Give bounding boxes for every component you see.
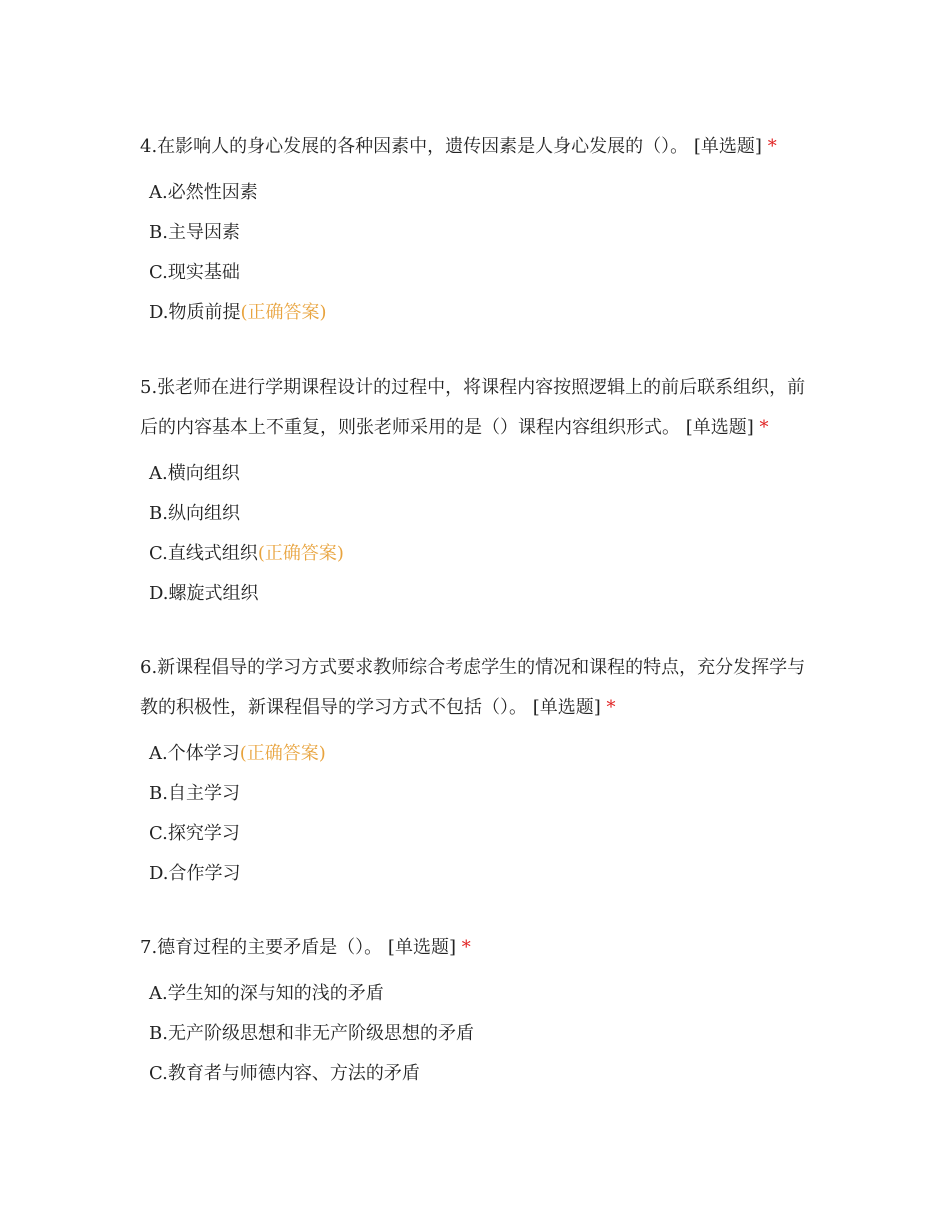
option-text: D.螺旋式组织 (149, 583, 259, 604)
option-list (140, 734, 820, 894)
question-text: 7.德育过程的主要矛盾是（）。 (140, 937, 383, 958)
correct-answer-label: (正确答案) (257, 543, 344, 564)
option-d (149, 854, 820, 894)
option-text: A.必然性因素 (149, 182, 258, 203)
option-text: C.探究学习 (149, 823, 240, 844)
option-a (149, 454, 820, 494)
option-text: C.直线式组织 (149, 543, 258, 564)
option-text: B.自主学习 (149, 783, 240, 804)
question-text: 4.在影响人的身心发展的各种因素中，遗传因素是人身心发展的（）。 (140, 136, 689, 157)
correct-answer-label: (正确答案) (239, 743, 326, 764)
option-b (149, 494, 820, 534)
question-4 (140, 127, 820, 333)
option-b (149, 1014, 820, 1054)
required-mark: * (606, 697, 616, 718)
question-6 (140, 648, 820, 894)
question-5 (140, 368, 820, 614)
option-c (149, 253, 820, 293)
option-c (149, 1054, 820, 1094)
option-b (149, 774, 820, 814)
option-d (149, 293, 820, 333)
option-a (149, 734, 820, 774)
question-stem (140, 648, 820, 728)
option-text: B.主导因素 (149, 222, 240, 243)
question-type-label: [单选题] (532, 697, 601, 718)
option-text: A.个体学习 (149, 743, 240, 764)
option-text: C.现实基础 (149, 262, 240, 283)
option-text: A.学生知的深与知的浅的矛盾 (149, 983, 384, 1004)
option-text: B.无产阶级思想和非无产阶级思想的矛盾 (149, 1023, 474, 1044)
question-stem (140, 127, 820, 167)
question-type-label: [单选题] (387, 937, 456, 958)
option-b (149, 213, 820, 253)
question-text: 6.新课程倡导的学习方式要求教师综合考虑学生的情况和课程的特点，充分发挥学与教的积极性，新课程倡导的学习方式不包括（）。 (140, 657, 806, 718)
option-a (149, 173, 820, 213)
option-d (149, 574, 820, 614)
question-type-label: [单选题] (685, 417, 754, 438)
option-c (149, 534, 820, 574)
required-mark: * (759, 417, 769, 438)
option-text: D.物质前提 (149, 302, 241, 323)
required-mark: * (461, 937, 471, 958)
required-mark: * (767, 136, 777, 157)
question-stem (140, 928, 820, 968)
option-list (140, 974, 820, 1094)
option-a (149, 974, 820, 1014)
option-text: A.横向组织 (149, 463, 240, 484)
option-c (149, 814, 820, 854)
question-7 (140, 928, 820, 1094)
correct-answer-label: (正确答案) (240, 302, 327, 323)
option-list (140, 454, 820, 614)
question-stem (140, 368, 820, 448)
option-list (140, 173, 820, 333)
option-text: B.纵向组织 (149, 503, 240, 524)
question-type-label: [单选题] (693, 136, 762, 157)
question-text: 5.张老师在进行学期课程设计的过程中，将课程内容按照逻辑上的前后联系组织，前后的内容基本上不重复，则张老师采用的是（）课程内容组织形式。 (140, 377, 806, 438)
option-text: D.合作学习 (149, 863, 241, 884)
option-text: C.教育者与师德内容、方法的矛盾 (149, 1063, 420, 1084)
